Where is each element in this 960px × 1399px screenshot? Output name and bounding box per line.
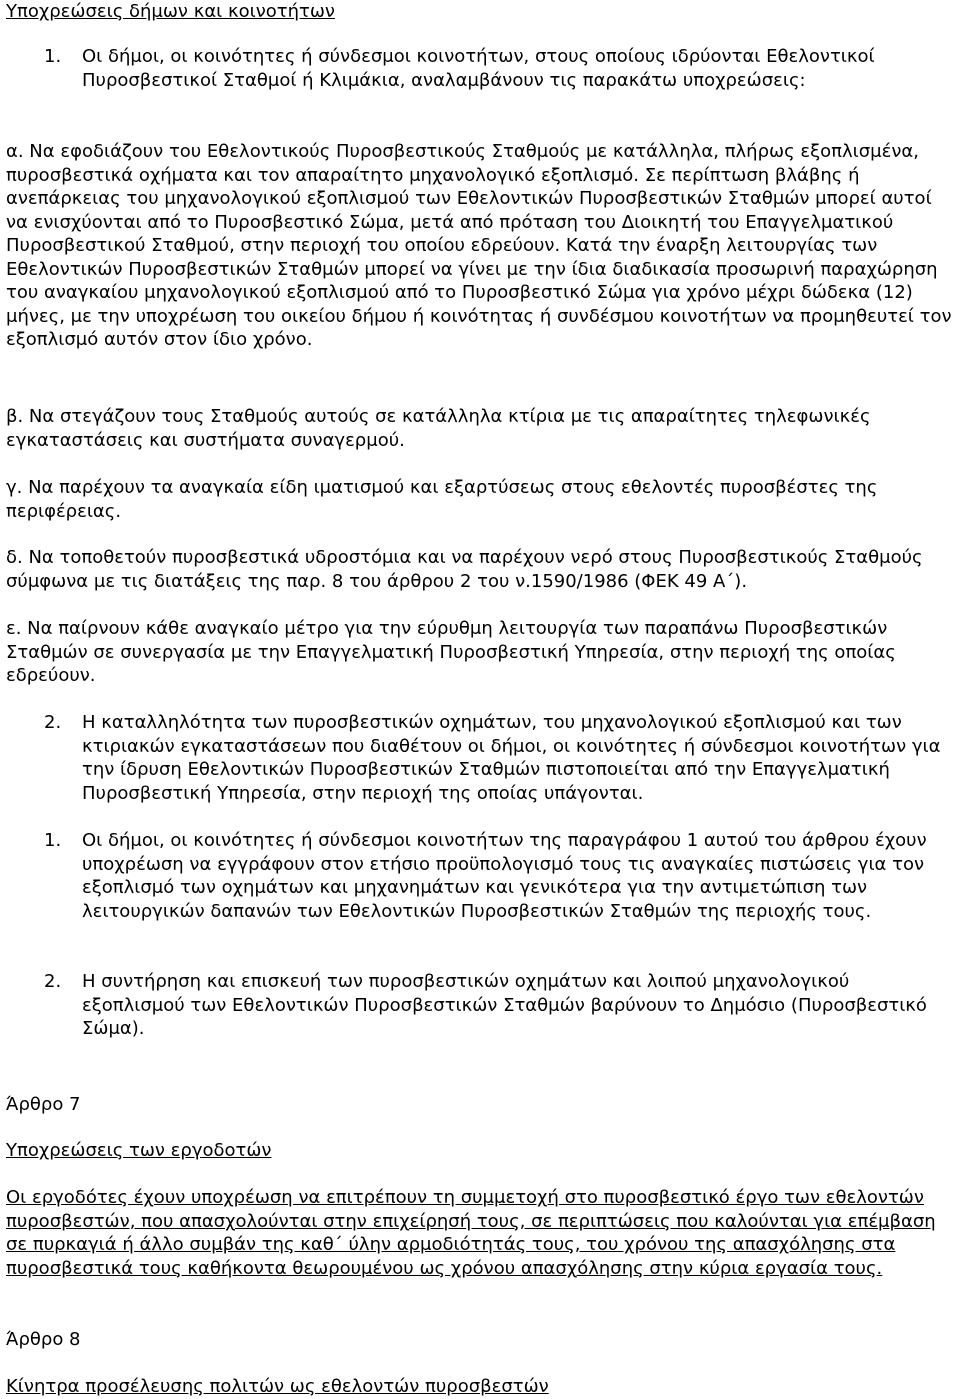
list-item-2 [44, 711, 954, 805]
list-item-text: Η καταλληλότητα των πυροσβεστικών οχημάτων, του μηχανολογικού εξοπλισμού και των κτιριακών εγκαταστάσεων που διαθέτουν οι δήμοι, οι κοινότητες ή σύνδεσμοι κοινοτήτων για την ίδρυση Εθελοντικών Πυροσβεστικών Σταθμών πιστοποιείται από την Επαγγελματική Πυροσβεστική Υπηρεσία, στην περιοχή της οποίας υπάγονται. [82, 712, 941, 804]
paragraph-beta: β. Να στεγάζουν τους Σταθμούς αυτούς σε κατάλληλα κτίρια με τις απαραίτητες τηλεφωνικές εγκαταστάσεις και συστήματα συναγερμού. [6, 406, 871, 451]
list-number: 1. [44, 46, 62, 67]
paragraph-epsilon: ε. Να παίρνουν κάθε αναγκαίο μέτρο για την εύρυθμη λειτουργία των παραπάνω Πυροσβεστικών Σταθμών σε συνεργασία με την Επαγγελματική Πυροσβεστική Υπηρεσία, στην περιοχή της οποίας εδρεύουν. [6, 618, 896, 686]
paragraph-alpha: α. Να εφοδιάζουν του Εθελοντικούς Πυροσβεστικούς Σταθμούς με κατάλληλα, πλήρως εξοπλισμένα, πυροσβεστικά οχήματα και τον απαραίτητο μηχανολογικό εξοπλισμό. Σε περίπτωση βλάβης ή ανεπάρκειας του μηχανολογικού εξοπλισμού των Εθελοντικών Πυροσβεστικών Σταθμών μπορεί αυτοί να ενισχύονται από το Πυροσβεστικό Σώμα, μετά από πρόταση του Διοικητή του Επαγγελματικού Πυροσβεστικού Σταθμού, στην περιοχή του οποίου εδρεύουν. Κατά την έναρξη λειτουργίας των Εθελοντικών Πυροσβεστικών Σταθμών μπορεί να γίνει με την ίδια διαδικασία προσωρινή παραχώρηση του αναγκαίου μηχανολογικού εξοπλισμού από το Πυροσβεστικό Σώμα για χρόνο μέχρι δώδεκα (12) μήνες, με την υποχρέωση του οικείου δήμου ή κοινότητας ή συνδέσμου κοινοτήτων να προμηθευτεί τον εξοπλισμό αυτόν στον ίδιο χρόνο. [6, 141, 952, 350]
list-item-line-1: Οι δήμοι, οι κοινότητες ή σύνδεσμοι κοινοτήτων, στους οποίους ιδρύονται Εθελοντικοί [82, 46, 875, 67]
article-7-body: Οι εργοδότες έχουν υποχρέωση να επιτρέπουν τη συμμετοχή στο πυροσβεστικό έργο των εθελοντών πυροσβεστών, που απασχολούνται στην επιχείρησή τους, σε περιπτώσεις που καλούνται για επέμβαση σε πυρκαγιά ή άλλο συμβάν της καθ΄ ύλην αρμοδιότητάς τους, του χρόνου της απασχόλησης στα πυροσβεστικά τους καθήκοντα θεωρουμένου ως χρόνου απασχόλησης στην κύρια εργασία τους. [6, 1187, 936, 1279]
list-number: 2. [44, 971, 62, 992]
article-8-heading: Κίνητρα προσέλευσης πολιτών ως εθελοντών πυροσβεστών [6, 1376, 549, 1397]
article-8-title: Άρθρο 8 [6, 1329, 81, 1350]
article-7-title: Άρθρο 7 [6, 1094, 81, 1115]
list-number: 2. [44, 712, 62, 733]
article-7-heading: Υποχρεώσεις των εργοδοτών [6, 1140, 272, 1161]
list-item-line-2: Πυροσβεστικοί Σταθμοί ή Κλιμάκια, αναλαμβάνουν τις παρακάτω υποχρεώσεις: [82, 69, 806, 91]
list-item-4 [44, 970, 954, 1041]
section-heading: Υποχρεώσεις δήμων και κοινοτήτων [6, 1, 335, 22]
list-item-3 [44, 829, 954, 923]
list-item-1 [44, 45, 954, 92]
list-item-text: Η συντήρηση και επισκευή των πυροσβεστικών οχημάτων και λοιπού μηχανολογικού εξοπλισμού των Εθελοντικών Πυροσβεστικών Σταθμών βαρύνουν το Δημόσιο (Πυροσβεστικό Σώμα). [82, 971, 927, 1039]
list-item-text: Οι δήμοι, οι κοινότητες ή σύνδεσμοι κοινοτήτων της παραγράφου 1 αυτού του άρθρου έχουν υποχρέωση να εγγράφουν στον ετήσιο προϋπολογισμό τους τις αναγκαίες πιστώσεις για τον εξοπλισμό των οχημάτων και μηχανημάτων και γενικότερα για την αντιμετώπιση των λειτουργικών δαπανών των Εθελοντικών Πυροσβεστικών Σταθμών της περιοχής τους. [82, 830, 927, 922]
paragraph-gamma: γ. Να παρέχουν τα αναγκαία είδη ιματισμού και εξαρτύσεως στους εθελοντές πυροσβέστες της περιφέρειας. [6, 477, 878, 522]
paragraph-delta: δ. Να τοποθετούν πυροσβεστικά υδροστόμια και να παρέχουν νερό στους Πυροσβεστικούς Σταθμούς σύμφωνα με τις διατάξεις της παρ. 8 του άρθρου 2 του ν.1590/1986 (ΦΕΚ 49 Α΄). [6, 547, 923, 592]
list-number: 1. [44, 830, 62, 851]
